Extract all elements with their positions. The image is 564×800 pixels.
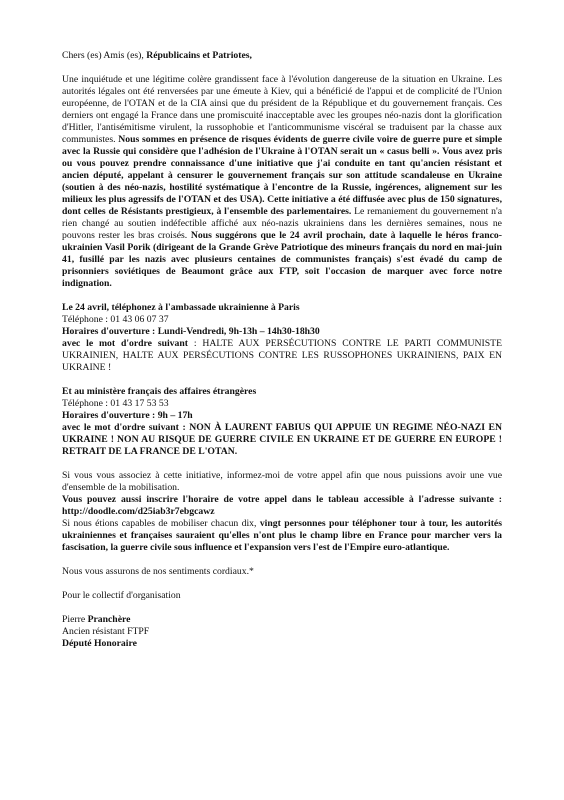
salutation-prefix: Chers (es) Amis (es), (62, 50, 147, 61)
ministry-title: Et au ministère français des affaires étrangères (62, 386, 257, 397)
embassy-phone: Téléphone : 01 43 06 07 37 (62, 314, 169, 325)
intro-text: Une inquiétude et une légitime colère grandissent face à l'évolution dangereuse de la situation en Ukraine. Les autorités légales ont été renversées par une émeute à Kiev, qui a bénéficié de l'appui et de complicité de l'Union européenne, de l'OTAN et de la CIA ainsi que du président de la République et du gouvernement français. Ces derniers ont engagé la France dans une promiscuité inacceptable avec les groupes néo-nazis dont la glorification d'Hitler, l'antisémitisme virulent, la russophobie et l'anticommunisme viscéral se traduisent par la chasse aux communistes. (62, 74, 502, 145)
suggestion-text: Nous suggérons que le 24 avril prochain, date à laquelle le héros franco-ukrainien Vasil Porik (dirigeant de la Grande Grève Patriotique des mineurs français du nord en mai-juin 41, fusillé par les nazis avec plusieurs centaines de communistes français) s'est évadé du camp de prisonniers soviétiques de Beaumont grâce aux FTP, soit l'occasion de marquer avec force notre indignation. (62, 230, 502, 289)
signature-name (62, 614, 502, 626)
embassy-motto-text: : HALTE AUX PERSÉCUTIONS CONTRE LE PARTI COMMUNISTE UKRAINIEN, HALTE AUX PERSÉCUTIONS CONTRE LES RUSSOPHONES UKRAINIENS, PAIX EN UKRAINE ! (62, 338, 503, 373)
signature-role1: Ancien résistant FTPF (62, 626, 150, 637)
closing-regards: Nous vous assurons de nos sentiments cordiaux.* (62, 566, 254, 577)
closing-mobilize-normal: Si nous étions capables de mobiliser chacun dix, (62, 518, 260, 529)
ministry-motto (62, 422, 502, 458)
ministry-motto-text: : NON À LAURENT FABIUS QUI APPUIE UN REGIME NÉO-NAZI EN UKRAINE ! NON AU RISQUE DE GUERRE CIVILE EN UKRAINE ET DE GUERRE EN EUROPE ! RETRAIT DE LA FRANCE DE L'OTAN. (62, 422, 502, 457)
signature-first: Pierre (62, 614, 88, 625)
closing-collective: Pour le collectif d'organisation (62, 590, 181, 601)
closing-mobilize-bold: vingt personnes pour téléphoner tour à tour, les autorités ukrainiennes et françaises sauraient qu'elles n'ont plus le champ libre en France pour marcher vers la fascisation, la guerre civile sous influence et l'expansion vers l'est de l'Empire euro-atlantique. (62, 518, 502, 553)
signature-block (62, 614, 502, 650)
signature-role2: Député Honoraire (62, 638, 137, 649)
closing-doodle: Vous pouvez aussi inscrire l'horaire de votre appel dans le tableau accessible à l'adresse suivante : http://doodle.com/d25iab3r7ebgcawz (62, 494, 502, 517)
embassy-title: Le 24 avril, téléphonez à l'ambassade ukrainienne à Paris (62, 302, 300, 313)
embassy-hours: Horaires d'ouverture : Lundi-Vendredi, 9h-13h – 14h30-18h30 (62, 326, 320, 337)
embassy-motto (62, 338, 502, 374)
reshuffle-text: Le remaniement du gouvernement n'a rien changé au soutien indéfectible affiché aux néo-nazis ukrainiens dans les dernières semaines, nous ne pouvons rester les bras croisés. (62, 206, 502, 241)
salutation-bold: Républicains et Patriotes, (146, 50, 252, 61)
war-warning: Nous sommes en présence de risques évidents de guerre civile voire de guerre pure et simple avec la Russie qui considère que l'adhésion de l'Ukraine à l'OTAN serait un « casus belli ». (62, 134, 502, 157)
signature-last: Pranchère (87, 614, 131, 625)
intro-paragraph (62, 74, 502, 290)
ministry-hours: Horaires d'ouverture : 9h – 17h (62, 410, 193, 421)
ministry-motto-prefix: avec le mot d'ordre suivant (62, 422, 179, 433)
ministry-phone: Téléphone : 01 43 17 53 53 (62, 398, 169, 409)
embassy-motto-prefix: avec le mot d'ordre suivant (62, 338, 188, 349)
ministry-block (62, 386, 502, 458)
closing-mobilize (62, 518, 502, 554)
closing-inform: Si vous vous associez à cette initiative, informez-moi de votre appel afin que nous puissions avoir une vue d'ensemble de la mobilisation. (62, 470, 502, 493)
embassy-block (62, 302, 502, 374)
initiative-text: Vous avez pris ou vous pouvez prendre connaissance d'une initiative que j'ai conduite en tant qu'ancien résistant et ancien député, appelant à censurer le gouvernement français sur son attitude scandaleuse en Ukraine (soutien à des néo-nazis, hostilité systématique à l'encontre de la Russie, ingérences, alignement sur les milieux les plus agressifs de l'OTAN et des USA). Cette initiative a été diffusée avec plus de 150 signatures, dont celles de Résistants prestigieux, à l'ensemble des parlementaires. (62, 146, 502, 217)
letter-page (62, 50, 502, 650)
salutation (62, 50, 502, 62)
